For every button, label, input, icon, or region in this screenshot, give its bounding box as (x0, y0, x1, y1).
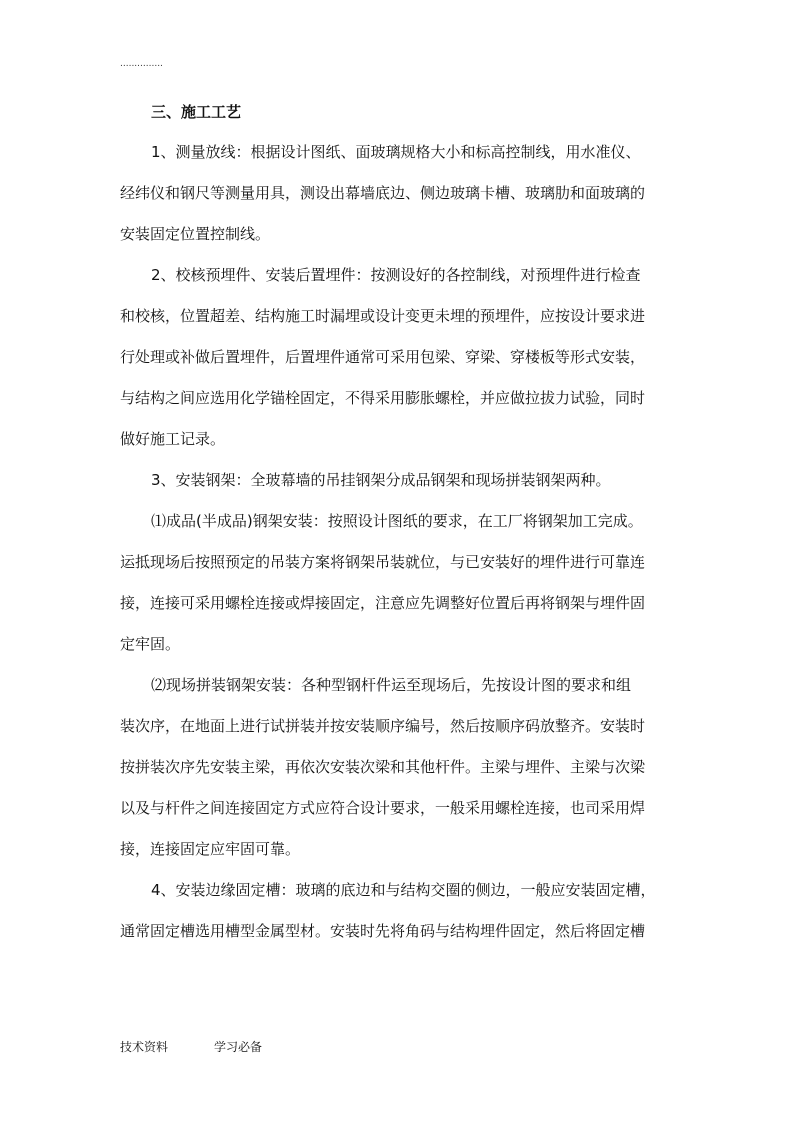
paragraph-line: 和校核，位置超差、结构施工时漏埋或设计变更未埋的预埋件，应按设计要求进 (120, 307, 646, 325)
footer-left-text: 技术资料 (120, 1040, 169, 1054)
paragraph-line: ⑵现场拼装钢架安装：各种型钢杆件运至现场后，先按设计图的要求和组 (151, 676, 632, 694)
paragraph-line: 接，连接可采用螺栓连接或焊接固定，注意应先调整好位置后再将钢架与埋件固 (120, 594, 646, 612)
paragraph-line: 运抵现场后按照预定的吊装方案将钢架吊装就位，与已安装好的埋件进行可靠连 (120, 553, 646, 571)
paragraph-line: 装次序，在地面上进行试拼装并按安装顺序编号，然后按顺序码放整齐。安装时 (120, 717, 646, 735)
paragraph-line: 接，连接固定应牢固可靠。 (120, 840, 301, 858)
paragraph (120, 460, 675, 501)
paragraph-line: 4、安装边缘固定槽：玻璃的底边和与结构交圈的侧边，一般应安装固定槽， (151, 881, 656, 899)
paragraph (120, 132, 675, 255)
paragraph (120, 870, 675, 952)
paragraph-line: 按拼装次序先安装主梁，再依次安装次梁和其他杆件。主梁与埋件、主梁与次梁 (120, 758, 646, 776)
paragraph (120, 501, 675, 665)
paragraph-line: 与结构之间应选用化学锚栓固定，不得采用膨胀螺栓，并应做拉拔力试验，同时 (120, 389, 646, 407)
paragraph-line: 安装固定位置控制线。 (120, 225, 271, 243)
paragraph-line: 以及与杆件之间连接固定方式应符合设计要求，一般采用螺栓连接，也司采用焊 (120, 799, 646, 817)
footer (120, 1039, 262, 1055)
paragraph (120, 255, 675, 460)
paragraph-line: 1、测量放线：根据设计图纸、面玻璃规格大小和标高控制线，用水准仪、 (151, 143, 641, 161)
document-body (120, 92, 675, 952)
section-title: 三、施工工艺 (151, 103, 242, 121)
paragraph-line: 3、安装钢架：全玻幕墙的吊挂钢架分成品钢架和现场拼装钢架两种。 (151, 471, 611, 489)
paragraph-line: 做好施工记录。 (120, 430, 226, 448)
paragraph-line: 定牢固。 (120, 635, 181, 653)
paragraph (120, 665, 675, 870)
paragraph-line: ⑴成品(半成品)钢架安装：按照设计图纸的要求，在工厂将钢架加工完成。 (151, 512, 643, 530)
paragraph-line: 通常固定槽选用槽型金属型材。安装时先将角码与结构埋件固定，然后将固定槽 (120, 922, 646, 940)
footer-right-text: 学习必备 (214, 1040, 263, 1054)
header-dots: ............... (120, 59, 163, 69)
paragraph-line: 2、校核预埋件、安装后置埋件：按测设好的各控制线，对预埋件进行检查 (151, 266, 641, 284)
paragraph-line: 经纬仪和钢尺等测量用具，测设出幕墙底边、侧边玻璃卡槽、玻璃肋和面玻璃的 (120, 184, 646, 202)
paragraph-list (120, 132, 675, 952)
paragraph-line: 行处理或补做后置埋件，后置埋件通常可采用包梁、穿梁、穿楼板等形式安装， (120, 348, 646, 366)
